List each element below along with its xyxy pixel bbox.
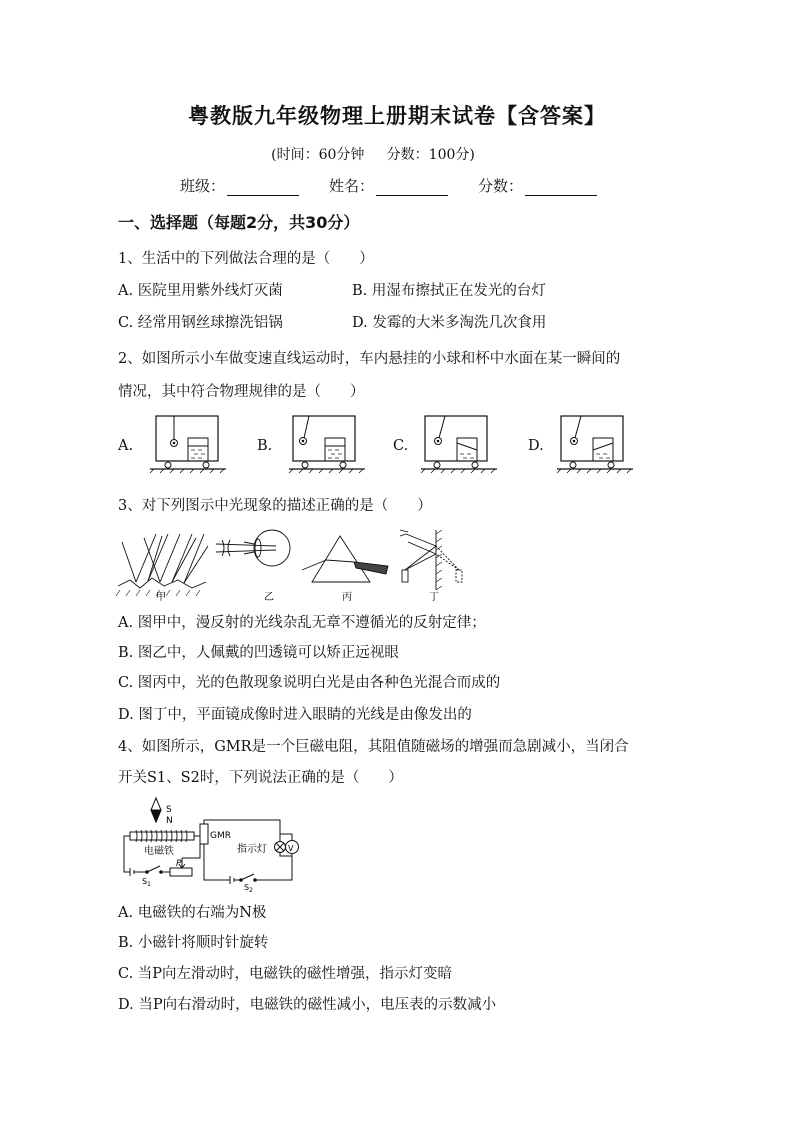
fig-label-s2: $S_2$ (244, 883, 253, 894)
class-field (180, 175, 299, 196)
q2-stem-line1: 2、如图所示小车做变速直线运动时，车内悬挂的小球和杯中水面在某一瞬间的 (118, 351, 621, 367)
q2-cart-b-diagram (289, 412, 369, 472)
q3-option-a: A. 图甲中，漫反射的光线杂乱无章不遵循光的反射定律； (118, 615, 486, 631)
class-blank (227, 178, 299, 196)
diffuse-reflection-figure (116, 534, 208, 596)
q3-optics-diagram (116, 524, 476, 602)
q2-label-d: D. (528, 438, 544, 454)
q2-label-b: B. (257, 438, 273, 454)
q1-option-c: C. 经常用钢丝球擦洗铝锅 (118, 315, 283, 331)
score-blank (525, 178, 597, 196)
q4-option-d: D. 当P向右滑动时，电磁铁的磁性减小，电压表的示数减小 (118, 997, 497, 1013)
eye-lens-figure (216, 530, 290, 566)
fig-label-voltmeter: V (288, 844, 294, 853)
q3-stem: 3、对下列图示中光现象的描述正确的是（ ） (118, 498, 432, 514)
fig-label-jia: 甲 (156, 592, 166, 603)
section-heading: 一、选择题（每题2分，共30分） (118, 213, 360, 232)
q1-option-a: A. 医院里用紫外线灯灭菌 (118, 283, 283, 299)
q4-option-b: B. 小磁针将顺时针旋转 (118, 935, 269, 951)
page-title: 粤教版九年级物理上册期末试卷【含答案】 (188, 104, 606, 128)
q1-option-b: B. 用湿布擦拭正在发光的台灯 (352, 283, 546, 299)
name-field (329, 175, 448, 196)
q1-stem: 1、生活中的下列做法合理的是（ ） (118, 251, 374, 267)
prism-figure (302, 536, 388, 582)
fig-label-s: S (166, 805, 172, 815)
fig-label-gmr: GMR (210, 831, 231, 841)
q4-stem-line2: 开关S1、S2时，下列说法正确的是（ ） (118, 770, 403, 786)
q4-option-c: C. 当P向左滑动时，电磁铁的磁性增强，指示灯变暗 (118, 966, 453, 982)
q3-option-d: D. 图丁中，平面镜成像时进入眼睛的光线是由像发出的 (118, 707, 472, 723)
q1-option-d: D. 发霉的大米多淘洗几次食用 (352, 315, 547, 331)
exam-subtitle: (时间：60分钟 分数：100分) (271, 147, 475, 163)
name-blank (376, 178, 448, 196)
fig-label-indicator-lamp: 指示灯 (237, 844, 267, 855)
fig-label-n: N (166, 816, 173, 826)
q3-option-c: C. 图丙中，光的色散现象说明白光是由各种色光混合而成的 (118, 675, 501, 691)
plane-mirror-figure (400, 530, 462, 590)
fig-label-p: P (176, 859, 182, 869)
q2-label-a: A. (118, 438, 134, 454)
name-label: 姓名： (329, 177, 375, 195)
fig-label-yi: 乙 (264, 592, 274, 603)
q3-option-b: B. 图乙中，人佩戴的凹透镜可以矫正远视眼 (118, 645, 399, 661)
score-label: 分数： (478, 177, 524, 195)
q2-cart-d-diagram (557, 412, 637, 472)
q2-cart-a-diagram (150, 412, 230, 472)
q4-stem-line1: 4、如图所示，GMR是一个巨磁电阻，其阻值随磁场的增强而急剧减小，当闭合 (118, 739, 629, 755)
fig-label-s1: $S_1$ (142, 877, 151, 888)
q2-stem-line2: 情况，其中符合物理规律的是（ ） (118, 384, 365, 400)
q4-option-a: A. 电磁铁的右端为N极 (118, 905, 267, 921)
q4-circuit-diagram (116, 794, 316, 894)
fig-label-bing: 丙 (342, 592, 352, 603)
class-label: 班级： (180, 177, 226, 195)
fig-label-ding: 丁 (429, 592, 439, 603)
fig-label-electromagnet: 电磁铁 (144, 846, 174, 857)
q2-label-c: C. (393, 438, 409, 454)
student-info-line (180, 175, 597, 196)
score-field (478, 175, 597, 196)
q2-cart-c-diagram (421, 412, 501, 472)
